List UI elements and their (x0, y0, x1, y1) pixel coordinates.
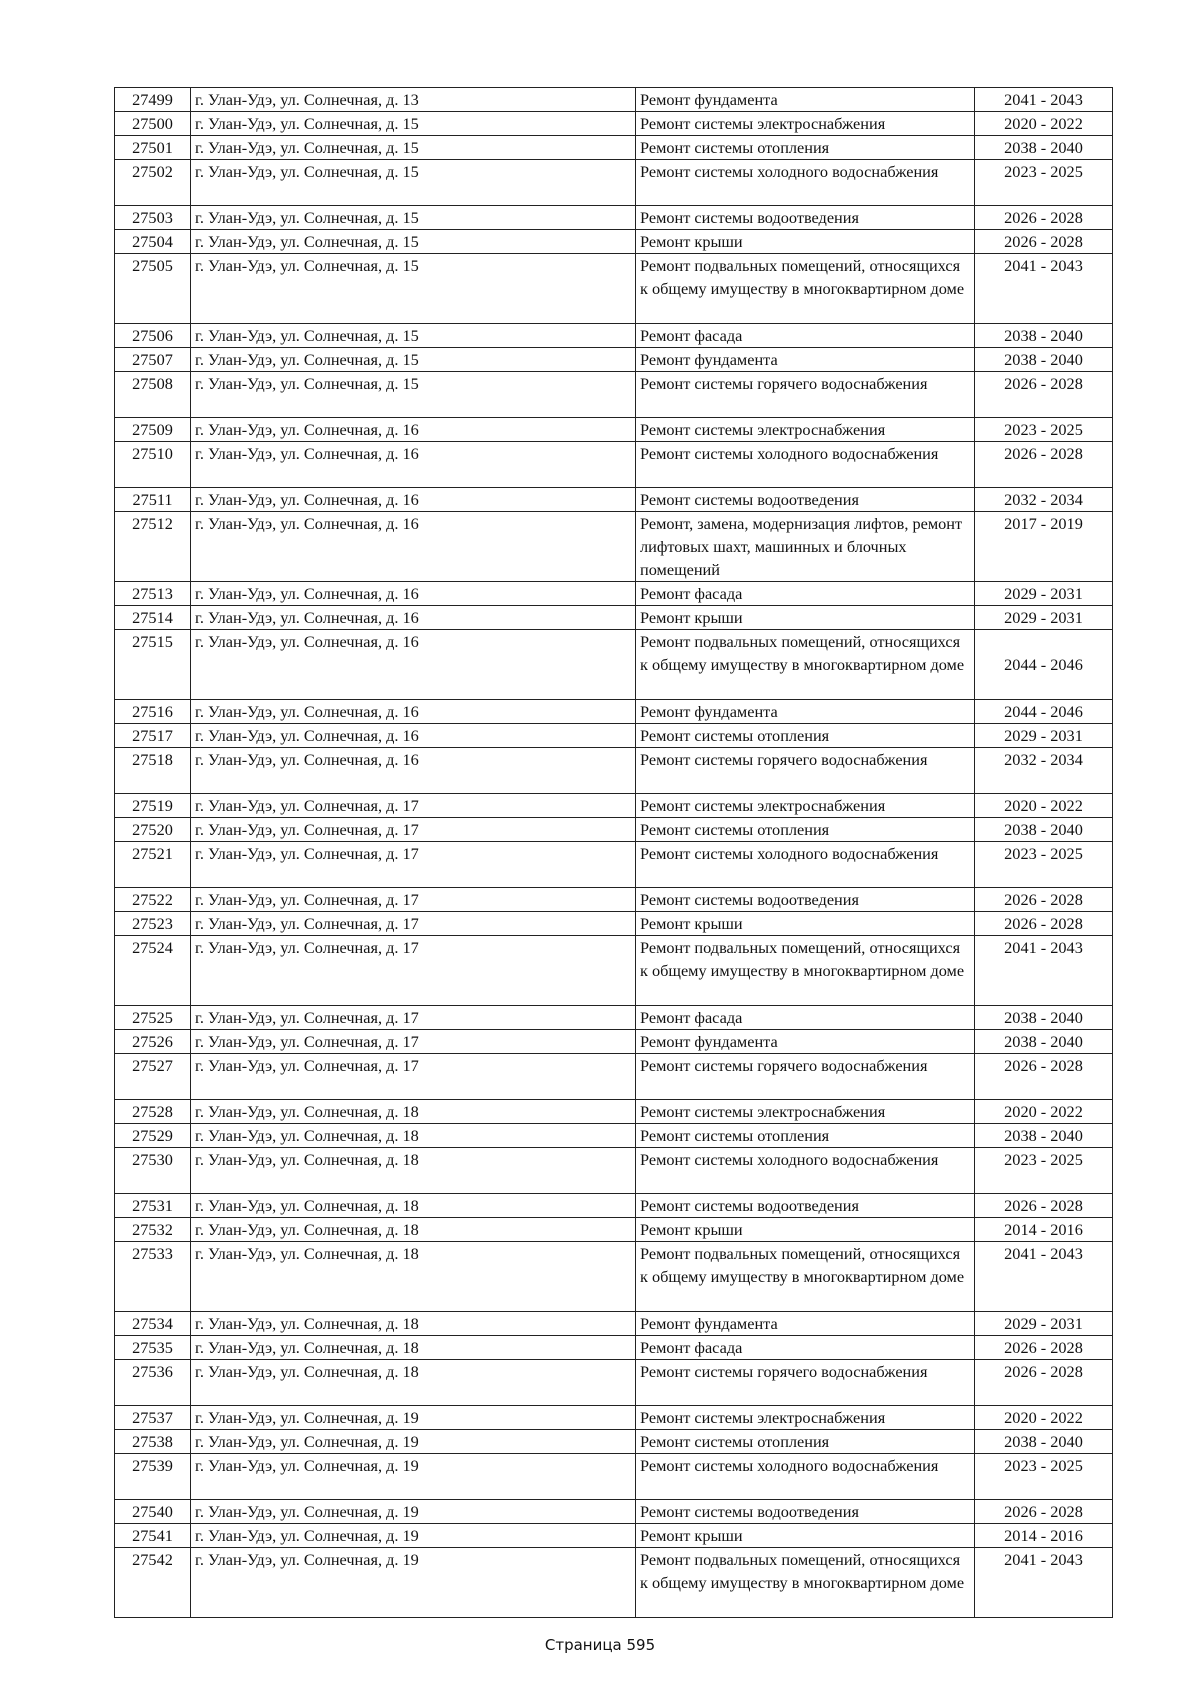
table-row (115, 372, 1113, 418)
table-row (115, 700, 1113, 724)
row-number-cell: 27528 (115, 1100, 191, 1124)
address-cell: г. Улан-Удэ, ул. Солнечная, д. 15 (191, 160, 636, 206)
period-cell: 2026 - 2028 (975, 372, 1113, 418)
work-type-cell: Ремонт системы водоотведения (636, 1500, 975, 1524)
address-cell: г. Улан-Удэ, ул. Солнечная, д. 18 (191, 1148, 636, 1194)
work-type-cell: Ремонт крыши (636, 1218, 975, 1242)
period-cell: 2041 - 2043 (975, 1548, 1113, 1618)
address-cell: г. Улан-Удэ, ул. Солнечная, д. 18 (191, 1242, 636, 1312)
table-row (115, 88, 1113, 112)
period-cell: 2023 - 2025 (975, 1148, 1113, 1194)
table-row (115, 1148, 1113, 1194)
table-row (115, 206, 1113, 230)
work-type-cell: Ремонт системы холодного водоснабжения (636, 1148, 975, 1194)
address-cell: г. Улан-Удэ, ул. Солнечная, д. 16 (191, 582, 636, 606)
work-type-cell: Ремонт системы отопления (636, 818, 975, 842)
work-type-cell: Ремонт системы водоотведения (636, 488, 975, 512)
table-row (115, 254, 1113, 324)
work-type-cell: Ремонт системы электроснабжения (636, 418, 975, 442)
table-row (115, 1006, 1113, 1030)
work-type-cell: Ремонт подвальных помещений, относящихся к общему имуществу в многоквартирном доме (636, 936, 975, 1006)
row-number-cell: 27499 (115, 88, 191, 112)
period-cell: 2023 - 2025 (975, 1454, 1113, 1500)
table-row (115, 160, 1113, 206)
address-cell: г. Улан-Удэ, ул. Солнечная, д. 18 (191, 1194, 636, 1218)
work-type-cell: Ремонт системы холодного водоснабжения (636, 1454, 975, 1500)
address-cell: г. Улан-Удэ, ул. Солнечная, д. 16 (191, 418, 636, 442)
address-cell: г. Улан-Удэ, ул. Солнечная, д. 16 (191, 700, 636, 724)
work-type-cell: Ремонт системы отопления (636, 1124, 975, 1148)
address-cell: г. Улан-Удэ, ул. Солнечная, д. 17 (191, 912, 636, 936)
period-cell: 2038 - 2040 (975, 818, 1113, 842)
address-cell: г. Улан-Удэ, ул. Солнечная, д. 16 (191, 724, 636, 748)
work-type-cell: Ремонт фасада (636, 1336, 975, 1360)
table-row (115, 1312, 1113, 1336)
table-row (115, 488, 1113, 512)
period-cell: 2041 - 2043 (975, 254, 1113, 324)
address-cell: г. Улан-Удэ, ул. Солнечная, д. 17 (191, 842, 636, 888)
period-cell: 2041 - 2043 (975, 88, 1113, 112)
row-number-cell: 27540 (115, 1500, 191, 1524)
work-type-cell: Ремонт системы электроснабжения (636, 1406, 975, 1430)
table-row (115, 512, 1113, 582)
address-cell: г. Улан-Удэ, ул. Солнечная, д. 15 (191, 112, 636, 136)
address-cell: г. Улан-Удэ, ул. Солнечная, д. 16 (191, 748, 636, 794)
work-type-cell: Ремонт подвальных помещений, относящихся к общему имуществу в многоквартирном доме (636, 630, 975, 700)
row-number-cell: 27523 (115, 912, 191, 936)
row-number-cell: 27507 (115, 348, 191, 372)
table-row (115, 818, 1113, 842)
work-type-cell: Ремонт подвальных помещений, относящихся к общему имуществу в многоквартирном доме (636, 1548, 975, 1618)
address-cell: г. Улан-Удэ, ул. Солнечная, д. 17 (191, 1006, 636, 1030)
address-cell: г. Улан-Удэ, ул. Солнечная, д. 17 (191, 818, 636, 842)
row-number-cell: 27531 (115, 1194, 191, 1218)
table-row (115, 1124, 1113, 1148)
table-row (115, 136, 1113, 160)
work-type-cell: Ремонт фундамента (636, 1030, 975, 1054)
table-row (115, 324, 1113, 348)
work-type-cell: Ремонт системы холодного водоснабжения (636, 442, 975, 488)
row-number-cell: 27536 (115, 1360, 191, 1406)
address-cell: г. Улан-Удэ, ул. Солнечная, д. 15 (191, 348, 636, 372)
address-cell: г. Улан-Удэ, ул. Солнечная, д. 19 (191, 1454, 636, 1500)
row-number-cell: 27522 (115, 888, 191, 912)
row-number-cell: 27525 (115, 1006, 191, 1030)
row-number-cell: 27542 (115, 1548, 191, 1618)
work-type-cell: Ремонт фасада (636, 582, 975, 606)
row-number-cell: 27501 (115, 136, 191, 160)
row-number-cell: 27510 (115, 442, 191, 488)
row-number-cell: 27508 (115, 372, 191, 418)
address-cell: г. Улан-Удэ, ул. Солнечная, д. 18 (191, 1218, 636, 1242)
work-type-cell: Ремонт подвальных помещений, относящихся к общему имуществу в многоквартирном доме (636, 254, 975, 324)
address-cell: г. Улан-Удэ, ул. Солнечная, д. 15 (191, 136, 636, 160)
period-cell: 2038 - 2040 (975, 1124, 1113, 1148)
period-cell: 2026 - 2028 (975, 206, 1113, 230)
address-cell: г. Улан-Удэ, ул. Солнечная, д. 19 (191, 1406, 636, 1430)
work-type-cell: Ремонт фундамента (636, 88, 975, 112)
work-type-cell: Ремонт фундамента (636, 1312, 975, 1336)
table-row (115, 1242, 1113, 1312)
row-number-cell: 27539 (115, 1454, 191, 1500)
period-cell: 2029 - 2031 (975, 1312, 1113, 1336)
work-type-cell: Ремонт системы водоотведения (636, 1194, 975, 1218)
address-cell: г. Улан-Удэ, ул. Солнечная, д. 15 (191, 372, 636, 418)
period-cell: 2026 - 2028 (975, 888, 1113, 912)
work-type-cell: Ремонт системы водоотведения (636, 206, 975, 230)
period-cell: 2026 - 2028 (975, 1360, 1113, 1406)
table-row (115, 1336, 1113, 1360)
row-number-cell: 27526 (115, 1030, 191, 1054)
period-cell: 2023 - 2025 (975, 160, 1113, 206)
address-cell: г. Улан-Удэ, ул. Солнечная, д. 15 (191, 254, 636, 324)
period-cell: 2029 - 2031 (975, 606, 1113, 630)
address-cell: г. Улан-Удэ, ул. Солнечная, д. 16 (191, 606, 636, 630)
table-row (115, 1218, 1113, 1242)
row-number-cell: 27518 (115, 748, 191, 794)
work-type-cell: Ремонт крыши (636, 230, 975, 254)
address-cell: г. Улан-Удэ, ул. Солнечная, д. 16 (191, 442, 636, 488)
address-cell: г. Улан-Удэ, ул. Солнечная, д. 18 (191, 1124, 636, 1148)
table-row (115, 1524, 1113, 1548)
period-cell: 2038 - 2040 (975, 136, 1113, 160)
period-cell: 2038 - 2040 (975, 324, 1113, 348)
row-number-cell: 27541 (115, 1524, 191, 1548)
work-type-cell: Ремонт фундамента (636, 700, 975, 724)
table-row (115, 888, 1113, 912)
period-cell: 2044 - 2046 (975, 630, 1113, 700)
address-cell: г. Улан-Удэ, ул. Солнечная, д. 16 (191, 512, 636, 582)
work-type-cell: Ремонт системы электроснабжения (636, 112, 975, 136)
work-type-cell: Ремонт системы отопления (636, 724, 975, 748)
work-type-cell: Ремонт крыши (636, 606, 975, 630)
period-cell: 2020 - 2022 (975, 1406, 1113, 1430)
address-cell: г. Улан-Удэ, ул. Солнечная, д. 18 (191, 1100, 636, 1124)
address-cell: г. Улан-Удэ, ул. Солнечная, д. 17 (191, 888, 636, 912)
work-type-cell: Ремонт фундамента (636, 348, 975, 372)
table-row (115, 606, 1113, 630)
address-cell: г. Улан-Удэ, ул. Солнечная, д. 18 (191, 1336, 636, 1360)
row-number-cell: 27503 (115, 206, 191, 230)
period-cell: 2014 - 2016 (975, 1524, 1113, 1548)
work-type-cell: Ремонт системы отопления (636, 1430, 975, 1454)
row-number-cell: 27519 (115, 794, 191, 818)
row-number-cell: 27509 (115, 418, 191, 442)
period-cell: 2023 - 2025 (975, 418, 1113, 442)
row-number-cell: 27537 (115, 1406, 191, 1430)
table-row (115, 1030, 1113, 1054)
row-number-cell: 27533 (115, 1242, 191, 1312)
period-cell: 2026 - 2028 (975, 1194, 1113, 1218)
table-row (115, 794, 1113, 818)
row-number-cell: 27504 (115, 230, 191, 254)
row-number-cell: 27516 (115, 700, 191, 724)
work-type-cell: Ремонт системы горячего водоснабжения (636, 748, 975, 794)
address-cell: г. Улан-Удэ, ул. Солнечная, д. 16 (191, 630, 636, 700)
table-row (115, 842, 1113, 888)
table-row (115, 230, 1113, 254)
row-number-cell: 27535 (115, 1336, 191, 1360)
period-cell: 2044 - 2046 (975, 700, 1113, 724)
row-number-cell: 27538 (115, 1430, 191, 1454)
address-cell: г. Улан-Удэ, ул. Солнечная, д. 17 (191, 1030, 636, 1054)
period-cell: 2026 - 2028 (975, 442, 1113, 488)
row-number-cell: 27527 (115, 1054, 191, 1100)
period-cell: 2017 - 2019 (975, 512, 1113, 582)
address-cell: г. Улан-Удэ, ул. Солнечная, д. 15 (191, 230, 636, 254)
period-cell: 2032 - 2034 (975, 488, 1113, 512)
table-row (115, 1430, 1113, 1454)
work-type-cell: Ремонт системы электроснабжения (636, 794, 975, 818)
table-row (115, 1194, 1113, 1218)
page-number: Страница 595 (544, 1636, 656, 1654)
row-number-cell: 27500 (115, 112, 191, 136)
repair-schedule-table (114, 87, 1113, 1618)
row-number-cell: 27534 (115, 1312, 191, 1336)
table-row (115, 582, 1113, 606)
work-type-cell: Ремонт подвальных помещений, относящихся к общему имуществу в многоквартирном доме (636, 1242, 975, 1312)
row-number-cell: 27506 (115, 324, 191, 348)
address-cell: г. Улан-Удэ, ул. Солнечная, д. 17 (191, 936, 636, 1006)
table-row (115, 724, 1113, 748)
address-cell: г. Улан-Удэ, ул. Солнечная, д. 16 (191, 488, 636, 512)
row-number-cell: 27524 (115, 936, 191, 1006)
row-number-cell: 27515 (115, 630, 191, 700)
address-cell: г. Улан-Удэ, ул. Солнечная, д. 19 (191, 1524, 636, 1548)
address-cell: г. Улан-Удэ, ул. Солнечная, д. 19 (191, 1500, 636, 1524)
address-cell: г. Улан-Удэ, ул. Солнечная, д. 18 (191, 1360, 636, 1406)
row-number-cell: 27517 (115, 724, 191, 748)
row-number-cell: 27505 (115, 254, 191, 324)
period-cell: 2041 - 2043 (975, 936, 1113, 1006)
table-row (115, 442, 1113, 488)
table-row (115, 348, 1113, 372)
work-type-cell: Ремонт системы горячего водоснабжения (636, 372, 975, 418)
period-cell: 2029 - 2031 (975, 582, 1113, 606)
table-row (115, 1454, 1113, 1500)
work-type-cell: Ремонт системы горячего водоснабжения (636, 1360, 975, 1406)
period-cell: 2020 - 2022 (975, 794, 1113, 818)
address-cell: г. Улан-Удэ, ул. Солнечная, д. 19 (191, 1548, 636, 1618)
address-cell: г. Улан-Удэ, ул. Солнечная, д. 13 (191, 88, 636, 112)
table-row (115, 1406, 1113, 1430)
row-number-cell: 27529 (115, 1124, 191, 1148)
period-cell: 2023 - 2025 (975, 842, 1113, 888)
address-cell: г. Улан-Удэ, ул. Солнечная, д. 15 (191, 206, 636, 230)
period-cell: 2026 - 2028 (975, 1500, 1113, 1524)
row-number-cell: 27532 (115, 1218, 191, 1242)
table-row (115, 936, 1113, 1006)
period-cell: 2038 - 2040 (975, 1006, 1113, 1030)
address-cell: г. Улан-Удэ, ул. Солнечная, д. 19 (191, 1430, 636, 1454)
period-cell: 2032 - 2034 (975, 748, 1113, 794)
period-cell: 2020 - 2022 (975, 1100, 1113, 1124)
table-row (115, 1100, 1113, 1124)
period-cell: 2026 - 2028 (975, 1054, 1113, 1100)
table-row (115, 112, 1113, 136)
period-cell: 2026 - 2028 (975, 1336, 1113, 1360)
work-type-cell: Ремонт крыши (636, 1524, 975, 1548)
address-cell: г. Улан-Удэ, ул. Солнечная, д. 17 (191, 1054, 636, 1100)
work-type-cell: Ремонт системы холодного водоснабжения (636, 160, 975, 206)
work-type-cell: Ремонт системы водоотведения (636, 888, 975, 912)
row-number-cell: 27521 (115, 842, 191, 888)
address-cell: г. Улан-Удэ, ул. Солнечная, д. 17 (191, 794, 636, 818)
row-number-cell: 27511 (115, 488, 191, 512)
address-cell: г. Улан-Удэ, ул. Солнечная, д. 15 (191, 324, 636, 348)
row-number-cell: 27512 (115, 512, 191, 582)
work-type-cell: Ремонт системы отопления (636, 136, 975, 160)
row-number-cell: 27502 (115, 160, 191, 206)
table-row (115, 418, 1113, 442)
period-cell: 2029 - 2031 (975, 724, 1113, 748)
period-cell: 2020 - 2022 (975, 112, 1113, 136)
row-number-cell: 27514 (115, 606, 191, 630)
period-cell: 2026 - 2028 (975, 230, 1113, 254)
period-cell: 2041 - 2043 (975, 1242, 1113, 1312)
row-number-cell: 27520 (115, 818, 191, 842)
period-cell: 2038 - 2040 (975, 348, 1113, 372)
work-type-cell: Ремонт, замена, модернизация лифтов, ремонт лифтовых шахт, машинных и блочных помещений (636, 512, 975, 582)
table-row (115, 748, 1113, 794)
period-cell: 2014 - 2016 (975, 1218, 1113, 1242)
table-row (115, 630, 1113, 700)
table-body (115, 88, 1113, 1618)
table-row (115, 1360, 1113, 1406)
row-number-cell: 27530 (115, 1148, 191, 1194)
work-type-cell: Ремонт системы горячего водоснабжения (636, 1054, 975, 1100)
work-type-cell: Ремонт системы холодного водоснабжения (636, 842, 975, 888)
table-row (115, 1054, 1113, 1100)
table-row (115, 1500, 1113, 1524)
row-number-cell: 27513 (115, 582, 191, 606)
work-type-cell: Ремонт крыши (636, 912, 975, 936)
work-type-cell: Ремонт фасада (636, 1006, 975, 1030)
period-cell: 2038 - 2040 (975, 1030, 1113, 1054)
table-row (115, 912, 1113, 936)
period-cell: 2038 - 2040 (975, 1430, 1113, 1454)
table-row (115, 1548, 1113, 1618)
address-cell: г. Улан-Удэ, ул. Солнечная, д. 18 (191, 1312, 636, 1336)
work-type-cell: Ремонт фасада (636, 324, 975, 348)
period-cell: 2026 - 2028 (975, 912, 1113, 936)
work-type-cell: Ремонт системы электроснабжения (636, 1100, 975, 1124)
